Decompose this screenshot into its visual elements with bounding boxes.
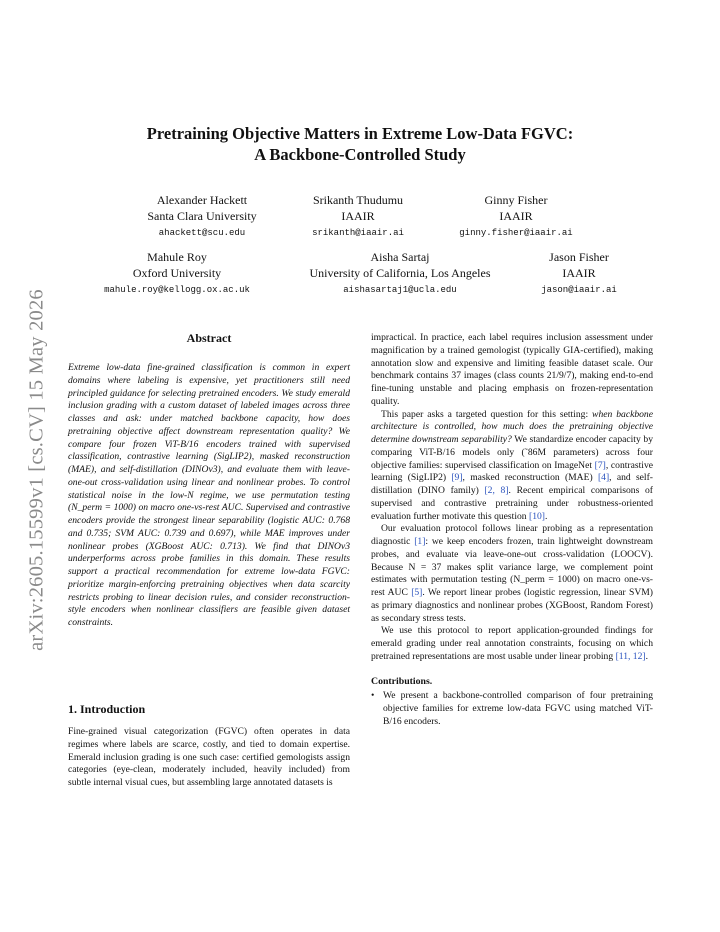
author-email[interactable]: srikanth@iaair.ai [312, 228, 404, 238]
author-name: Srikanth Thudumu [312, 193, 404, 207]
body-paragraph: impractical. In practice, each label requires inclusion assessment under magnification by a trained gemologist (typically GIA-certified), making annotation slow and expensive and limiting feasible dataset scale. Our benchmark contains 37 images (class counts 21/9/7), making end-to-end fine-tuning unstable and placing emphasis on frozen-representation quality. [371, 332, 653, 407]
right-column [371, 332, 653, 729]
citation-link[interactable]: [5] [411, 587, 423, 598]
body-text: . Recent empirical comparisons of supervised and contrastive pretraining under robustness-oriented evaluation further motivate this question [371, 485, 653, 522]
author-email[interactable]: ginny.fisher@iaair.ai [459, 228, 573, 238]
intro-heading: 1. Introduction [68, 702, 146, 716]
author-name: Mahule Roy [147, 250, 207, 264]
body-paragraph [371, 625, 653, 663]
citation-link[interactable]: [9] [451, 472, 463, 484]
body-text: Our evaluation protocol follows linear probing as a representation diagnostic [371, 523, 653, 547]
author-name: Aisha Sartaj [370, 250, 430, 264]
contributions-heading: Contributions. [371, 675, 433, 687]
author-affiliation: IAAIR [341, 209, 375, 223]
author-name: Alexander Hackett [156, 193, 248, 207]
citation-link[interactable]: [4] [597, 472, 610, 484]
author-name: Jason Fisher [549, 250, 609, 264]
contribution-item [371, 690, 653, 728]
contribution-text: We present a backbone-controlled comparison of four pretraining objective families for extreme low-data FGVC using matched ViT-B/16 encoders. [383, 690, 653, 727]
abstract-heading: Abstract [186, 331, 232, 345]
author-affiliation: IAAIR [499, 209, 533, 223]
intro-paragraph: Fine-grained visual categorization (FGVC) often operates in data regimes where labels are scarce, costly, and tied to domain expertise. Emerald inclusion grading is one such case: certified gemologists assign categories (eye-clean, moderately included, heavily included) from subtle internal visual cues, but assembling large annotated datasets is [68, 726, 350, 788]
author-block [276, 192, 440, 240]
body-text: . We report linear probes (logistic regression, linear SVM) as primary diagnostics and nonlinear probes (XGBoost, Random Forest) as secondary stress tests. [371, 587, 653, 624]
citation-link[interactable]: [10] [529, 510, 545, 522]
author-email[interactable]: mahule.roy@kellogg.ox.ac.uk [104, 285, 250, 295]
author-name: Ginny Fisher [484, 193, 548, 207]
body-text: This paper asks a targeted question for this setting: [381, 408, 593, 420]
author-block [430, 192, 602, 240]
arxiv-stamp [22, 260, 52, 680]
body-text: : we keep encoders frozen, train lightweight downstream probes, and evaluate via leave-one-out cross-validation (LOOCV). Because N = 37 makes split variance large, we complement point estimates with permutation testing (N_perm = 1000) on macro one-vs-rest AUC [371, 536, 653, 598]
abstract-text: Extreme low-data fine-grained classification is common in expert domains where labeling is expensive, yet practitioners still need principled guidance for selecting pretrained encoders. We study emerald inclusion grading with a custom dataset of labeled images across three classes and ask: under matched backbone capacity, how does pretraining objective affect downstream representation quality? We compare four frozen ViT-B/16 encoders trained with supervised classification, contrastive learning (SigLIP2), masked reconstruction (MAE), and self-distillation (DINOv3), and evaluate them with leave-one-out cross-validation using linear and nonlinear probes. To control statistical noise in the low-N regime, we use permutation testing (N_perm = 1000) on macro one-vs-rest AUC. Supervised and contrastive encoders provide the strongest linear separability (logistic AUC: 0.768 and 0.735; SVM AUC: 0.739 and 0.697), while MAE improves under nonlinear probes (XGBoost AUC: 0.713). We find that DINOv3 underperforms across probe families in this domain. These results support a practical recommendation for extreme low-data FGVC: prioritize margin-enforcing pretraining objectives when data scarcity restricts probing to linear decision rules, and consider reconstruction-style encoders when nonlinear classifiers are feasible given dataset constraints. [68, 362, 350, 628]
author-affiliation: University of California, Los Angeles [309, 266, 491, 280]
body-paragraph [371, 409, 653, 524]
bullet-icon: • [371, 690, 375, 702]
body-paragraph [371, 523, 653, 625]
author-email[interactable]: jason@iaair.ai [541, 285, 617, 295]
author-block [86, 249, 268, 297]
body-text: . [645, 650, 648, 662]
author-block [524, 249, 634, 297]
paper-title-line-2: A Backbone-Controlled Study [254, 145, 466, 164]
author-block [290, 249, 510, 297]
citation-link[interactable]: [1] [414, 536, 426, 547]
body-text: We use this protocol to report application-grounded findings for emerald grading under real annotation constraints, focusing on which pretrained representations are most usable under linear probing [371, 625, 653, 662]
author-block [112, 192, 292, 240]
author-affiliation: Santa Clara University [147, 209, 257, 223]
arxiv-id: arXiv:2605.15599v1 [cs.CV] 15 May 2026 [25, 289, 48, 651]
author-email[interactable]: aishasartaj1@ucla.edu [343, 285, 457, 295]
author-email[interactable]: ahackett@scu.edu [158, 228, 246, 238]
citation-link[interactable]: [7] [594, 459, 606, 471]
body-text: , masked reconstruction (MAE) [462, 472, 598, 484]
paper-title-line-1: Pretraining Objective Matters in Extreme Low-Data FGVC: [146, 124, 574, 143]
body-text: , and self-distillation (DINO family) [371, 472, 653, 496]
citation-link[interactable]: [11, 12] [615, 650, 646, 662]
body-text: We standardize encoder capacity by comparing ViT-B/16 models only (˜86M parameters) across four objective families: supervised classification on ImageNet [371, 434, 653, 471]
research-question: when backbone architecture is controlled, how much does the pretraining objective determine downstream separability? [371, 408, 653, 445]
author-affiliation: IAAIR [562, 266, 596, 280]
citation-link[interactable]: [2, 8] [484, 485, 509, 496]
body-text: , contrastive learning (SigLIP2) [371, 459, 653, 484]
author-affiliation: Oxford University [132, 266, 222, 280]
body-text: . [544, 510, 548, 522]
